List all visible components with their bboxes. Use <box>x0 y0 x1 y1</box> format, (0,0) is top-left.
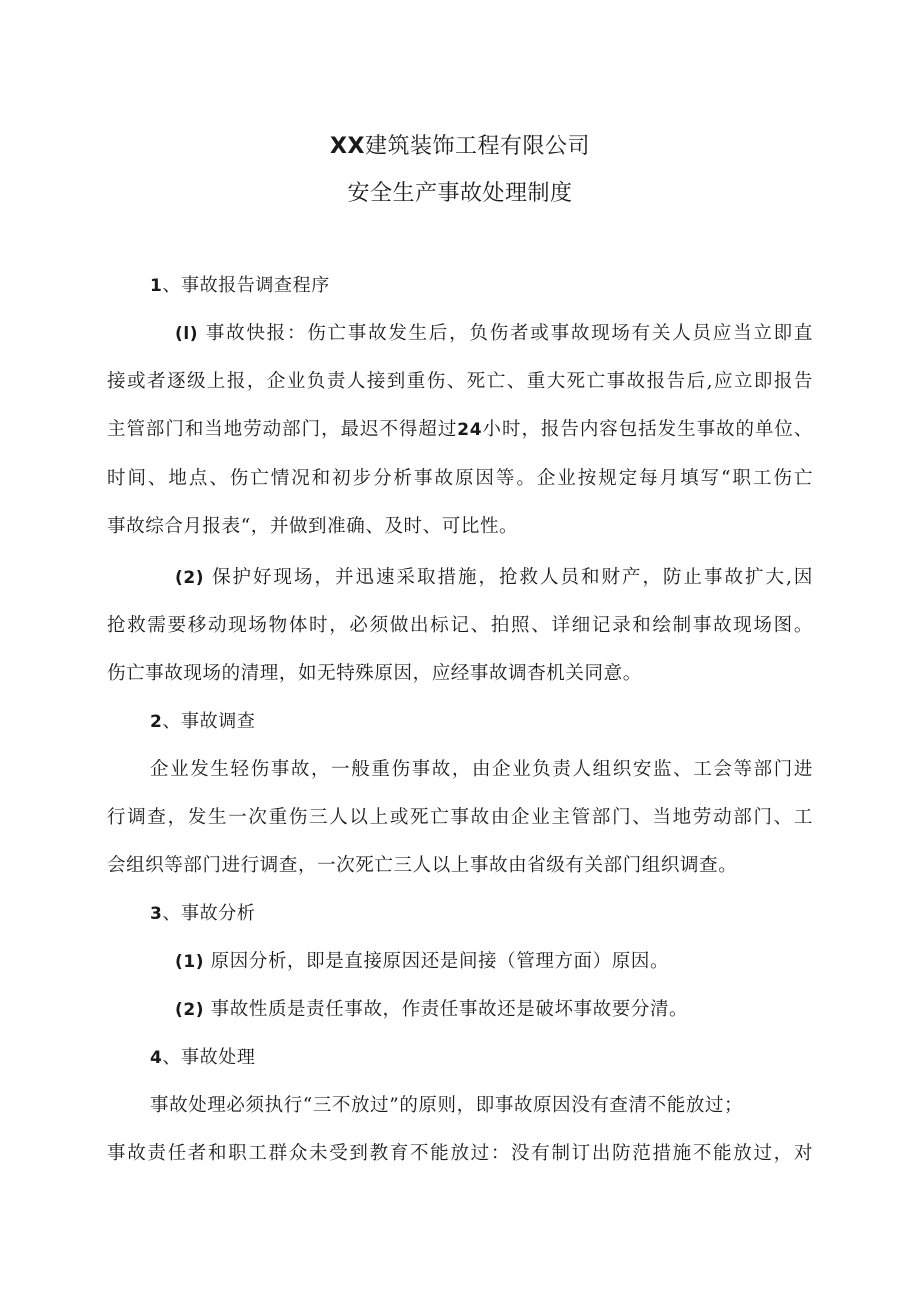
section-1-item-2-line-3: 伤亡事故现场的清理，如无特殊原因，应经事故调杳机关同意。 <box>107 663 642 684</box>
company-name: 建筑装饰工程有限公司 <box>364 134 590 159</box>
section-2-heading: 2、事故调查 <box>150 711 256 732</box>
section-3-item-2: (2) 事故性质是责任事故，作责任事故还是破坏事故要分清。 <box>175 999 689 1020</box>
section-2-line-1: 企业发生轻伤事故，一般重伤事故，由企业负责人组织安监、工会等部门进 <box>150 759 813 780</box>
document-title: 安全生产事故处理制度 <box>347 181 573 206</box>
section-1-item-1-line-2: 接或者逐级上报，企业负责人接到重伤、死亡、重大死亡事故报告后,应立即报告 <box>107 371 813 392</box>
section-1-item-2-line-2: 抢救需要移动现场物体时，必须做出标记、拍照、详细记录和绘制事故现场图。 <box>107 615 813 636</box>
section-1-item-1-line-5: 事故综合月报表“，并做到准确、及时、可比性。 <box>107 516 519 537</box>
company-prefix: XX <box>330 134 365 159</box>
section-1-item-1-line-1: (l) 事故快报：伤亡事故发生后，负伤者或事故现场有关人员应当立即直 <box>175 323 813 344</box>
section-3-item-1: (1) 原因分析，即是直接原因还是间接（管理方面）原因。 <box>175 951 670 972</box>
section-4-heading: 4、事故处理 <box>150 1047 256 1068</box>
section-2-line-3: 会组织等部门进行调查，一次死亡三人以上事故由省级有关部门组织调查。 <box>107 855 738 876</box>
section-1-heading: 1、事故报告调查程序 <box>150 275 330 296</box>
section-4-line-1: 事故处理必须执行“三不放过”的原则，即事故原因没有查清不能放过； <box>150 1095 744 1116</box>
section-2-line-2: 行调查，发生一次重伤三人以上或死亡事故由企业主管部门、当地劳动部门、工 <box>107 807 813 828</box>
section-4-line-2: 事故责任者和职工群众未受到教育不能放过：没有制订出防范措施不能放过，对 <box>107 1143 813 1164</box>
section-1-item-2-line-1: (2) 保护好现场，并迅速采取措施，抢救人员和财产，防止事故扩大,因 <box>175 567 814 588</box>
section-1-item-1-line-4: 时间、地点、伤亡情况和初步分析事故原因等。企业按规定每月填写“职工伤亡 <box>107 468 813 489</box>
company-title <box>0 129 920 160</box>
section-1-item-1-line-3: 主管部门和当地劳动部门，最迟不得超过24小时，报告内容包括发生事故的单位、 <box>107 419 813 440</box>
section-3-heading: 3、事故分析 <box>150 903 256 924</box>
